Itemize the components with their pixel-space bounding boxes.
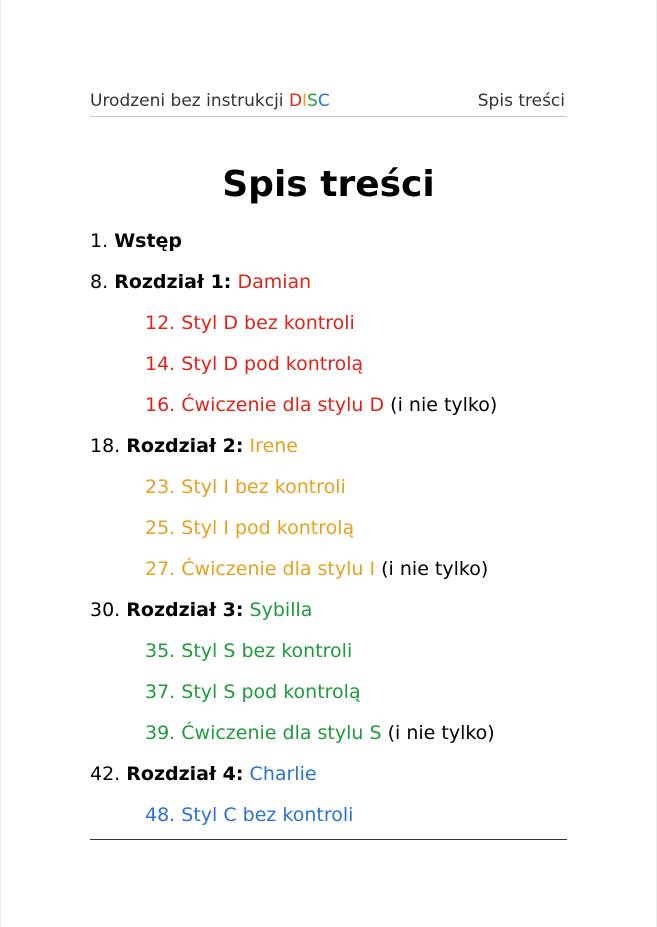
toc-page-number: 39. [145, 722, 176, 744]
running-header [90, 90, 567, 117]
toc-subentry[interactable] [90, 390, 567, 431]
toc-entry-title: Styl D pod kontrolą [181, 353, 364, 375]
toc-entry-suffix: (i nie tylko) [390, 394, 498, 416]
toc-page-number: 18. [90, 435, 121, 457]
toc-entry-title: Ćwiczenie dla stylu S [181, 722, 382, 744]
page-edge-left [0, 0, 1, 927]
toc-subentry[interactable] [90, 554, 567, 595]
toc-page-number: 1. [90, 230, 109, 252]
toc-page-number: 12. [145, 312, 176, 334]
book-title-text: Urodzeni bez instrukcji [90, 91, 289, 111]
toc-page-number: 27. [145, 558, 176, 580]
disc-letter-d: D [288, 91, 303, 111]
toc-entry-title: Styl D bez kontroli [181, 312, 355, 334]
toc-entry-suffix: (i nie tylko) [381, 558, 489, 580]
toc-page-number: 30. [90, 599, 121, 621]
toc-page-number: 42. [90, 763, 121, 785]
page-title: Spis treści [222, 164, 435, 205]
toc-entry-title: Styl I bez kontroli [181, 476, 346, 498]
toc-chapter-label: Wstęp [114, 230, 183, 252]
toc-page-number: 48. [145, 804, 176, 826]
toc-entry-title: Styl S pod kontrolą [181, 681, 361, 703]
toc-page-number: 25. [145, 517, 176, 539]
toc-entry-title: Ćwiczenie dla stylu D [181, 394, 385, 416]
toc-chapter-label: Rozdział 4: [126, 763, 244, 785]
toc-subentry[interactable] [90, 513, 567, 554]
toc-entry[interactable] [90, 267, 567, 308]
toc-subentry[interactable] [90, 349, 567, 390]
book-title [90, 90, 330, 112]
disc-letters [289, 91, 330, 111]
toc-subentry[interactable] [90, 718, 567, 759]
toc-entry-suffix: (i nie tylko) [387, 722, 495, 744]
toc-subentry[interactable] [90, 636, 567, 677]
disc-letter-c: C [317, 91, 330, 111]
toc-entry[interactable] [90, 226, 567, 267]
toc-subentry[interactable] [90, 800, 567, 841]
toc-page-number: 14. [145, 353, 176, 375]
toc-entry[interactable] [90, 759, 567, 800]
toc-page-number: 37. [145, 681, 176, 703]
toc-entry[interactable] [90, 431, 567, 472]
toc-subentry[interactable] [90, 472, 567, 513]
table-of-contents [90, 226, 567, 841]
toc-entry-title: Ćwiczenie dla stylu I [181, 558, 376, 580]
toc-page-number: 16. [145, 394, 176, 416]
toc-chapter-label: Rozdział 1: [114, 271, 232, 293]
toc-subentry[interactable] [90, 677, 567, 718]
toc-entry-title: Styl C bez kontroli [181, 804, 354, 826]
toc-entry[interactable] [90, 595, 567, 636]
toc-page-number: 8. [90, 271, 109, 293]
toc-entry-title: Styl I pod kontrolą [181, 517, 355, 539]
toc-entry-title: Damian [237, 271, 312, 293]
toc-chapter-label: Rozdział 2: [126, 435, 244, 457]
toc-page-number: 23. [145, 476, 176, 498]
toc-entry-title: Styl S bez kontroli [181, 640, 353, 662]
bottom-divider [90, 839, 567, 840]
disc-letter-s: S [307, 91, 318, 111]
toc-entry-title: Charlie [249, 763, 317, 785]
toc-entry-title: Sybilla [249, 599, 313, 621]
section-name: Spis treści [477, 91, 565, 111]
toc-chapter-label: Rozdział 3: [126, 599, 244, 621]
toc-entry-title: Irene [249, 435, 298, 457]
toc-page-number: 35. [145, 640, 176, 662]
toc-subentry[interactable] [90, 308, 567, 349]
disc-letter-i: I [302, 91, 308, 111]
